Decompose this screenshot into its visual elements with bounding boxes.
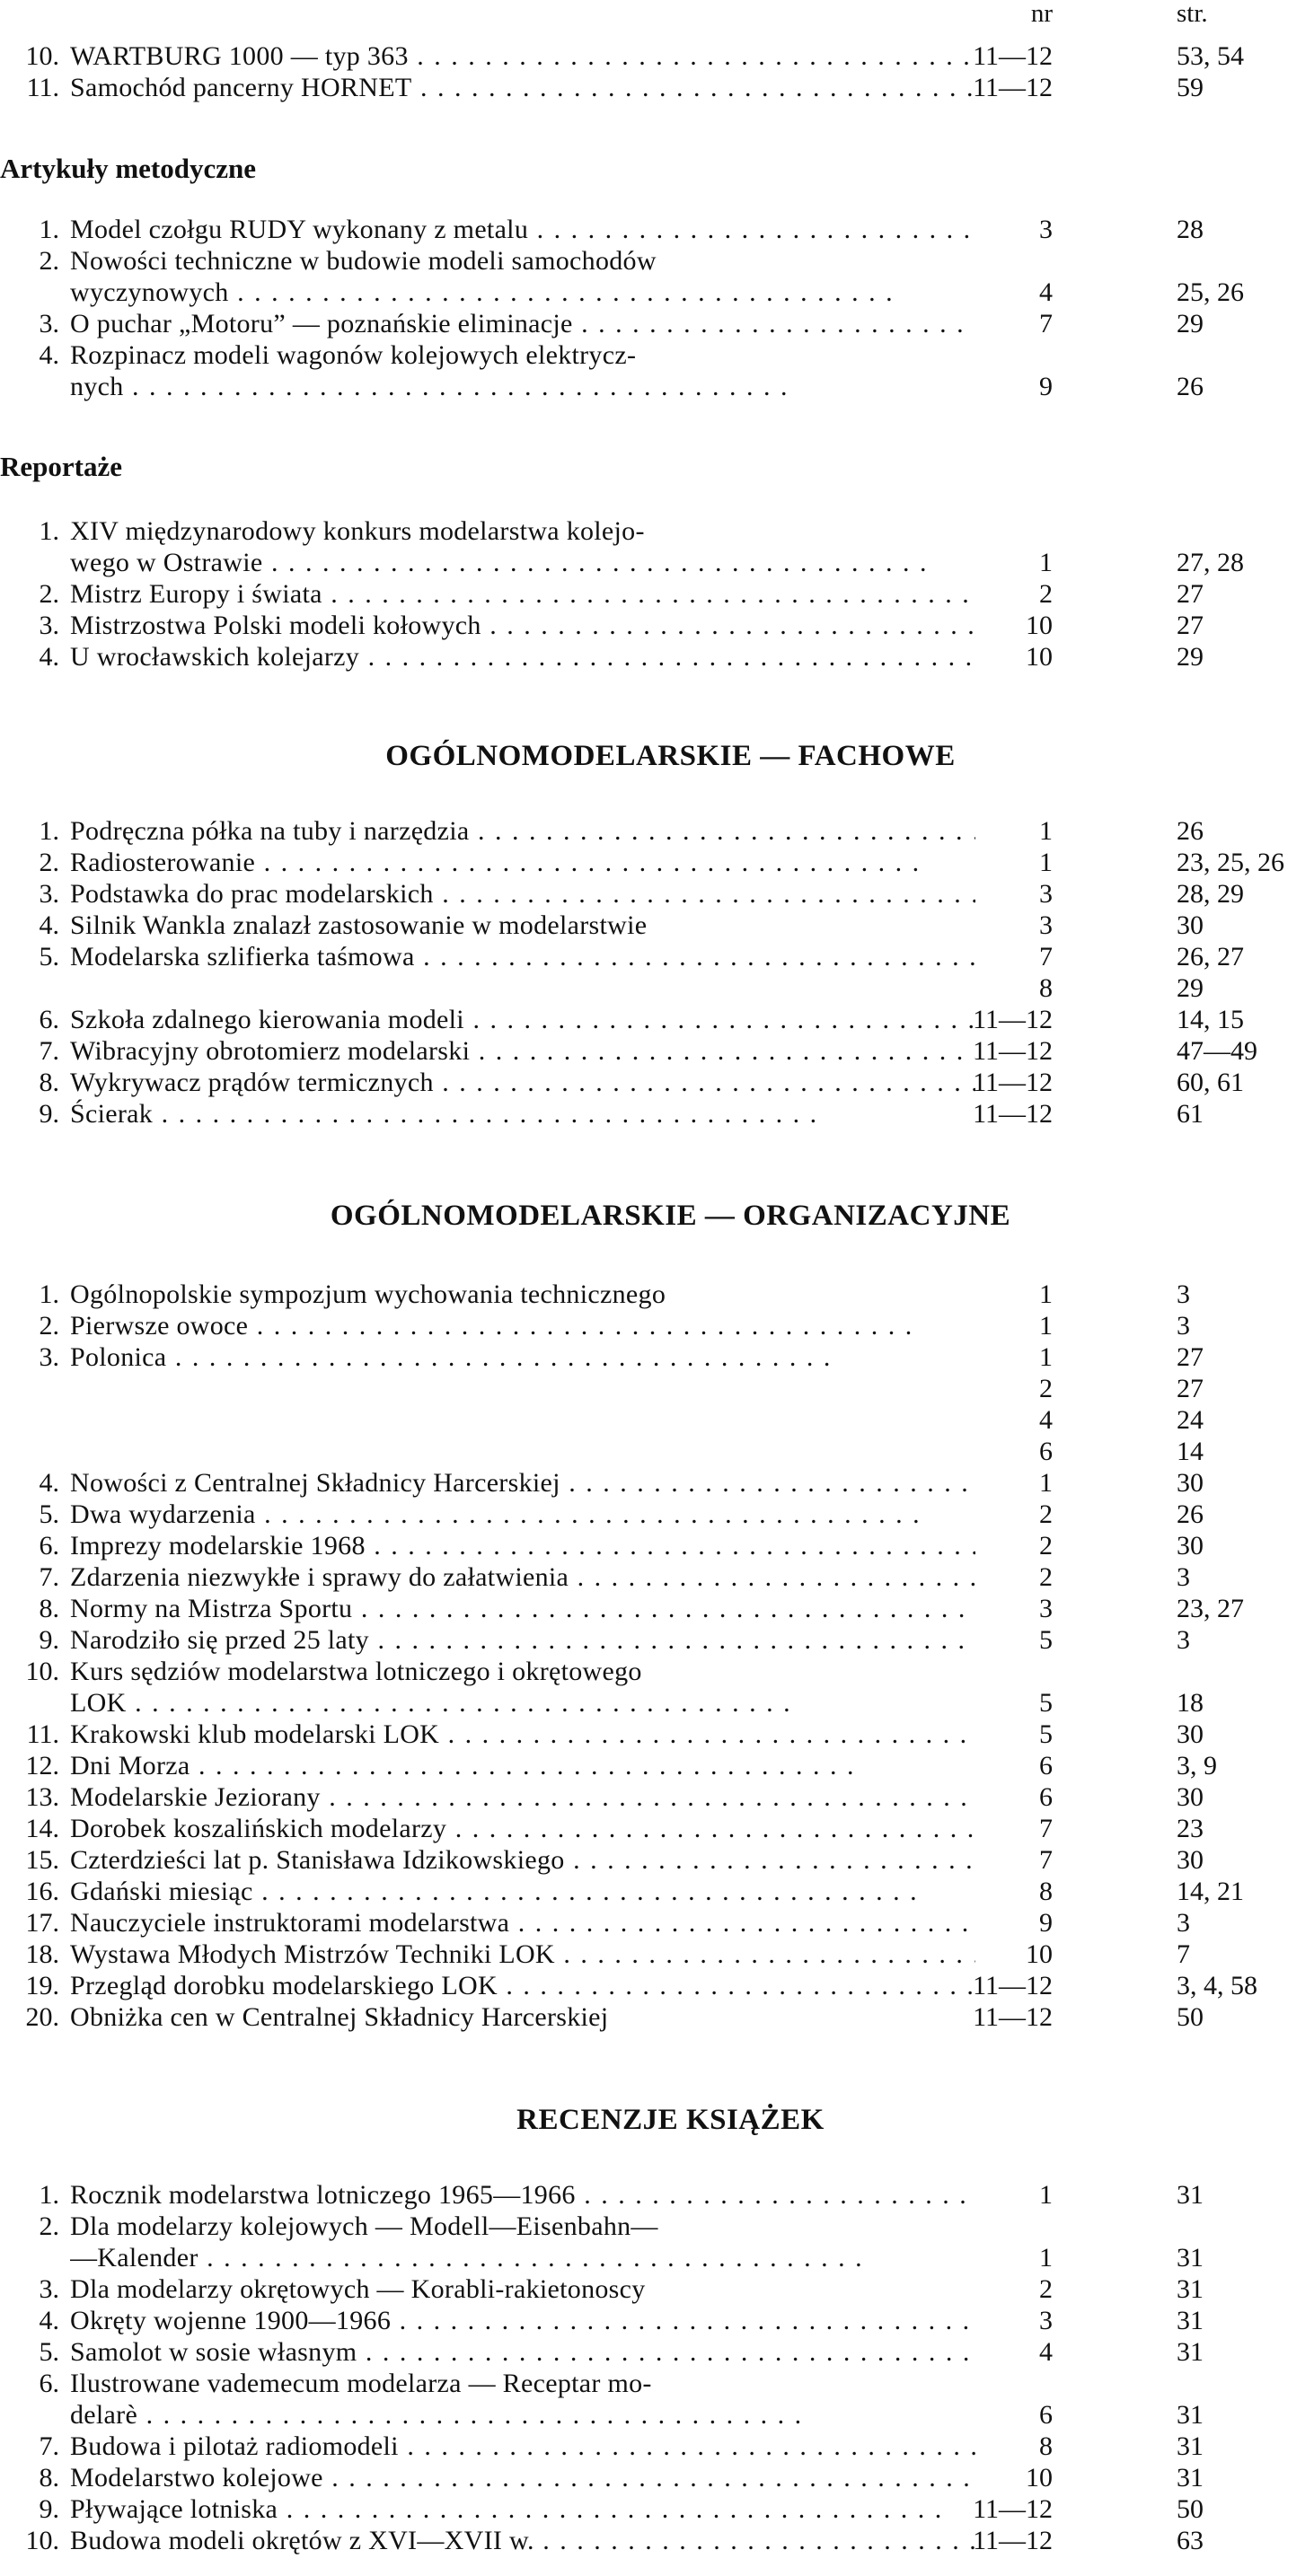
entry-title: Wystawa Młodych Mistrzów Techniki LOK . . <box>70 1939 975 1970</box>
entry-title: Samolot w sosie własnym . . <box>70 2336 975 2368</box>
entry-page: 27 <box>1177 611 1204 640</box>
entry-page: 26 <box>1177 372 1204 401</box>
entry-page: 31 <box>1177 2400 1204 2430</box>
index-entry <box>0 2242 1314 2273</box>
entry-title: Normy na Mistrza Sportu . . <box>70 1593 975 1624</box>
entry-title: Dla modelarzy kolejowych — Modell—Eisenbahn— <box>70 2211 658 2241</box>
entry-number: 1. <box>39 816 59 846</box>
entry-issue-number: 3 <box>1039 879 1053 909</box>
entry-issue-number: 3 <box>1039 2306 1053 2335</box>
entry-page: 3 <box>1177 1908 1190 1938</box>
entry-issue-number: 1 <box>1039 1468 1053 1498</box>
entry-issue-number: 3 <box>1039 215 1053 244</box>
entry-title: Pierwsze owoce . . <box>70 1310 975 1341</box>
entry-title: Modelarska szlifierka taśmowa . . <box>70 941 975 972</box>
entry-number: 17. <box>25 1908 59 1938</box>
index-entry <box>0 214 1314 245</box>
entry-number: 4. <box>39 1468 59 1498</box>
index-entry <box>0 2525 1314 2556</box>
entry-number: 5. <box>39 1499 59 1529</box>
nr-column-label: nr <box>1030 0 1053 28</box>
entry-issue-number: 11—12 <box>973 1971 1053 2000</box>
entry-page: 23, 25, 26 <box>1177 848 1284 877</box>
entry-title: Imprezy modelarskie 1968 . . <box>70 1530 975 1561</box>
entry-title: Dorobek koszalińskich modelarzy . . <box>70 1813 975 1844</box>
entry-page: 26 <box>1177 1499 1204 1529</box>
entry-issue-number: 6 <box>1039 1782 1053 1812</box>
entry-issue-number: 4 <box>1039 1405 1053 1435</box>
entry-issue-number: 8 <box>1039 1877 1053 1906</box>
index-entry <box>0 2305 1314 2336</box>
entry-page: 3, 4, 58 <box>1177 1971 1257 2000</box>
entry-title: Nowości z Centralnej Składnicy Harcerskiej . . <box>70 1467 975 1499</box>
entry-number: 4. <box>39 910 59 940</box>
entry-issue-number: 10 <box>1026 1939 1053 1969</box>
entry-title: Czterdzieści lat p. Stanisława Idzikowskiego . . <box>70 1844 975 1876</box>
index-entry <box>0 2462 1314 2493</box>
index-entry <box>0 1067 1314 1098</box>
entry-issue-number: 9 <box>1039 1908 1053 1938</box>
entry-issue-number: 2 <box>1039 1374 1053 1403</box>
entry-number: 11. <box>26 1719 59 1749</box>
entry-title: Polonica . . <box>70 1341 975 1373</box>
entry-issue-number: 1 <box>1039 2180 1053 2210</box>
index-entry <box>0 72 1314 103</box>
index-entry <box>0 2431 1314 2462</box>
entry-number: 3. <box>39 309 59 338</box>
entry-title: Budowa modeli okrętów z XVI—XVII w. . . <box>70 2525 975 2556</box>
index-entry <box>0 1876 1314 1907</box>
entry-title: Mistrzostwa Polski modeli kołowych . . <box>70 610 975 641</box>
entry-title: WARTBURG 1000 — typ 363 . . <box>70 40 975 72</box>
index-entry <box>0 610 1314 641</box>
entry-title: LOK . . <box>70 1687 975 1719</box>
entry-number: 4. <box>39 2306 59 2335</box>
entry-issue-number: 7 <box>1039 942 1053 971</box>
entry-number: 4. <box>39 340 59 370</box>
entry-number: 12. <box>25 1751 59 1780</box>
entry-title: Pływające lotniska . . <box>70 2493 975 2525</box>
index-entry <box>0 2273 1314 2305</box>
entry-title: Obniżka cen w Centralnej Składnicy Harcerskiej <box>70 2002 609 2032</box>
entry-page: 28, 29 <box>1177 879 1244 909</box>
index-entry <box>0 1687 1314 1719</box>
index-entry <box>0 2211 1314 2242</box>
entry-issue-number: 11—12 <box>973 1005 1053 1034</box>
entry-number: 19. <box>25 1971 59 2000</box>
entry-title: Rocznik modelarstwa lotniczego 1965—1966 . . <box>70 2179 975 2211</box>
entry-number: 3. <box>39 1342 59 1372</box>
index-entry <box>0 2399 1314 2431</box>
index-entry <box>0 847 1314 878</box>
entry-page: 29 <box>1177 973 1204 1003</box>
index-entry <box>0 1813 1314 1844</box>
entry-issue-number: 11—12 <box>973 1068 1053 1097</box>
entry-number: 10. <box>25 1657 59 1686</box>
entry-page: 27 <box>1177 1374 1204 1403</box>
entry-number: 13. <box>25 1782 59 1812</box>
entry-issue-number: 9 <box>1039 372 1053 401</box>
index-entry <box>0 339 1314 371</box>
entry-issue-number: 4 <box>1039 2337 1053 2367</box>
entry-issue-number: 8 <box>1039 973 1053 1003</box>
entry-page: 26 <box>1177 816 1204 846</box>
entry-title: Krakowski klub modelarski LOK . . <box>70 1719 975 1750</box>
entry-page: 30 <box>1177 1468 1204 1498</box>
index-entry <box>0 515 1314 547</box>
heading-ogolnomodelarskie-fachowe: OGÓLNOMODELARSKIE — FACHOWE <box>385 740 956 772</box>
entry-page: 3 <box>1177 1625 1190 1655</box>
heading-recenzje-ksiazek: RECENZJE KSIĄŻEK <box>516 2104 825 2136</box>
entry-page: 3 <box>1177 1279 1190 1309</box>
entry-title: Ścierak . . <box>70 1098 975 1130</box>
entry-issue-number: 2 <box>1039 2274 1053 2304</box>
index-entry <box>0 641 1314 673</box>
entry-number: 6. <box>39 1005 59 1034</box>
entry-page: 27 <box>1177 1342 1204 1372</box>
entry-number: 10. <box>25 41 59 71</box>
entry-page: 30 <box>1177 1782 1204 1812</box>
index-entry <box>0 245 1314 277</box>
entry-issue-number: 5 <box>1039 1625 1053 1655</box>
entry-number: 3. <box>39 611 59 640</box>
entry-issue-number: 11—12 <box>973 41 1053 71</box>
entry-page: 29 <box>1177 642 1204 672</box>
entry-page: 26, 27 <box>1177 942 1244 971</box>
entry-title: Kurs sędziów modelarstwa lotniczego i okrętowego <box>70 1657 642 1686</box>
entry-issue-number: 1 <box>1039 816 1053 846</box>
entry-title: Okręty wojenne 1900—1966 . . <box>70 2305 975 2336</box>
entry-page: 14, 15 <box>1177 1005 1244 1034</box>
entry-issue-number: 1 <box>1039 2243 1053 2273</box>
entry-number: 11. <box>26 73 59 102</box>
entry-number: 8. <box>39 1068 59 1097</box>
index-entry <box>0 2493 1314 2525</box>
entry-title: Szkoła zdalnego kierowania modeli . . <box>70 1004 975 1035</box>
index-entry <box>0 1098 1314 1130</box>
entry-issue-number: 7 <box>1039 1814 1053 1843</box>
entry-title: XIV międzynarodowy konkurs modelarstwa kolejo- <box>70 516 645 546</box>
index-entry <box>0 1939 1314 1970</box>
entry-number: 3. <box>39 2274 59 2304</box>
entry-page: 23, 27 <box>1177 1594 1244 1623</box>
entry-page: 27, 28 <box>1177 548 1244 577</box>
entry-issue-number: 1 <box>1039 1342 1053 1372</box>
entry-number: 2. <box>39 246 59 276</box>
index-entry <box>0 1467 1314 1499</box>
entry-number: 8. <box>39 2463 59 2492</box>
entry-issue-number: 10 <box>1026 2463 1053 2492</box>
entry-number: 18. <box>25 1939 59 1969</box>
entry-page: 30 <box>1177 1719 1204 1749</box>
index-entry <box>0 1341 1314 1373</box>
entry-issue-number: 1 <box>1039 1311 1053 1341</box>
entry-title: Dwa wydarzenia . . <box>70 1499 975 1530</box>
entry-issue-number: 10 <box>1026 642 1053 672</box>
entry-issue-number: 4 <box>1039 277 1053 307</box>
index-entry <box>0 40 1314 72</box>
entry-title: Wykrywacz prądów termicznych . . <box>70 1067 975 1098</box>
entry-title: nych . . <box>70 371 975 402</box>
entry-issue-number: 1 <box>1039 1279 1053 1309</box>
entry-issue-number: 1 <box>1039 548 1053 577</box>
index-entry <box>0 371 1314 402</box>
entry-issue-number: 7 <box>1039 1845 1053 1875</box>
index-entry <box>0 1656 1314 1687</box>
entry-page: 53, 54 <box>1177 41 1244 71</box>
entry-number: 20. <box>25 2002 59 2032</box>
entry-title: Przegląd dorobku modelarskiego LOK . . <box>70 1970 975 2001</box>
entry-issue-number: 11—12 <box>973 1036 1053 1066</box>
entry-number: 16. <box>25 1877 59 1906</box>
entry-issue-number: 3 <box>1039 910 1053 940</box>
entry-issue-number: 11—12 <box>973 2494 1053 2524</box>
entry-title: Dni Morza . . <box>70 1750 975 1781</box>
entry-issue-number: 11—12 <box>973 1099 1053 1129</box>
entry-page: 50 <box>1177 2494 1204 2524</box>
entry-number: 2. <box>39 2211 59 2241</box>
entry-page: 28 <box>1177 215 1204 244</box>
entry-number: 9. <box>39 1099 59 1129</box>
entry-title: wego w Ostrawie . . <box>70 547 975 578</box>
entry-issue-number: 10 <box>1026 611 1053 640</box>
entry-issue-number: 1 <box>1039 848 1053 877</box>
entry-title: delarè . . <box>70 2399 975 2431</box>
entry-issue-number: 2 <box>1039 1499 1053 1529</box>
index-entry <box>0 2001 1314 2033</box>
entry-issue-number: 3 <box>1039 1594 1053 1623</box>
entry-number: 6. <box>39 1531 59 1561</box>
entry-number: 2. <box>39 1311 59 1341</box>
entry-number: 8. <box>39 1594 59 1623</box>
entry-number: 9. <box>39 2494 59 2524</box>
entry-title: Rozpinacz modeli wagonów kolejowych elektrycz- <box>70 340 637 370</box>
index-entry <box>0 277 1314 308</box>
entry-number: 14. <box>25 1814 59 1843</box>
entry-issue-number: 11—12 <box>973 2002 1053 2032</box>
heading-ogolnomodelarskie-organizacyjne: OGÓLNOMODELARSKIE — ORGANIZACYJNE <box>330 1200 1011 1232</box>
entry-number: 7. <box>39 1036 59 1066</box>
index-entry <box>0 1499 1314 1530</box>
entry-number: 4. <box>39 642 59 672</box>
entry-page: 30 <box>1177 1845 1204 1875</box>
index-entry <box>0 815 1314 847</box>
entry-title: Modelarstwo kolejowe . . <box>70 2462 975 2493</box>
index-entry <box>0 308 1314 339</box>
entry-issue-number: 5 <box>1039 1719 1053 1749</box>
entry-title: Zdarzenia niezwykłe i sprawy do załatwienia . . <box>70 1561 975 1593</box>
entry-number: 9. <box>39 1625 59 1655</box>
entry-title: Gdański miesiąc . . <box>70 1876 975 1907</box>
entry-issue-number: 2 <box>1039 1531 1053 1561</box>
entry-title: Silnik Wankla znalazł zastosowanie w modelarstwie <box>70 910 648 940</box>
entry-page: 25, 26 <box>1177 277 1244 307</box>
index-entry <box>0 1593 1314 1624</box>
index-entry <box>0 910 1314 941</box>
entry-title: Ogólnopolskie sympozjum wychowania technicznego <box>70 1279 666 1309</box>
entry-page: 30 <box>1177 1531 1204 1561</box>
entry-number: 2. <box>39 848 59 877</box>
entry-page: 31 <box>1177 2463 1204 2492</box>
entry-page: 59 <box>1177 73 1204 102</box>
entry-page: 60, 61 <box>1177 1068 1244 1097</box>
entry-title: Narodziło się przed 25 laty . . <box>70 1624 975 1656</box>
index-entry <box>0 2368 1314 2399</box>
entry-page: 23 <box>1177 1814 1204 1843</box>
index-entry <box>0 1781 1314 1813</box>
entry-page: 31 <box>1177 2306 1204 2335</box>
entry-title: Ilustrowane vademecum modelarza — Receptar mo- <box>70 2369 652 2398</box>
entry-page: 27 <box>1177 579 1204 609</box>
entry-page: 31 <box>1177 2180 1204 2210</box>
entry-page: 47—49 <box>1177 1036 1257 1066</box>
index-entry <box>0 1844 1314 1876</box>
index-entry <box>0 578 1314 610</box>
index-entry <box>0 1436 1314 1467</box>
index-entry <box>0 1404 1314 1436</box>
index-entry <box>0 1907 1314 1939</box>
index-entry <box>0 1750 1314 1781</box>
entry-page: 29 <box>1177 309 1204 338</box>
index-entry <box>0 1310 1314 1341</box>
entry-title: Nowości techniczne w budowie modeli samochodów <box>70 246 657 276</box>
subheading-artykuly-metodyczne: Artykuły metodyczne <box>0 153 256 184</box>
entry-number: 2. <box>39 579 59 609</box>
entry-page: 3 <box>1177 1562 1190 1592</box>
index-entry <box>0 1373 1314 1404</box>
entry-number: 1. <box>39 1279 59 1309</box>
index-entry <box>0 1279 1314 1310</box>
entry-title: Wibracyjny obrotomierz modelarski . . <box>70 1035 975 1067</box>
index-entry <box>0 941 1314 972</box>
str-column-label: str. <box>1177 0 1208 28</box>
entry-issue-number: 11—12 <box>973 2526 1053 2555</box>
entry-title: Dla modelarzy okrętowych — Korabli-rakietonoscy <box>70 2274 646 2304</box>
index-entry <box>0 1970 1314 2001</box>
entry-issue-number: 6 <box>1039 1437 1053 1466</box>
entry-number: 3. <box>39 879 59 909</box>
entry-page: 3, 9 <box>1177 1751 1217 1780</box>
entry-page: 18 <box>1177 1688 1204 1718</box>
entry-number: 15. <box>25 1845 59 1875</box>
entry-issue-number: 8 <box>1039 2431 1053 2461</box>
entry-number: 5. <box>39 2337 59 2367</box>
index-entry <box>0 1719 1314 1750</box>
entry-title: Podręczna półka na tuby i narzędzia . . <box>70 815 975 847</box>
entry-page: 7 <box>1177 1939 1190 1969</box>
entry-page: 14 <box>1177 1437 1204 1466</box>
entry-number: 1. <box>39 215 59 244</box>
index-entry <box>0 972 1314 1004</box>
entry-number: 7. <box>39 1562 59 1592</box>
index-entry <box>0 547 1314 578</box>
entry-page: 30 <box>1177 910 1204 940</box>
entry-number: 7. <box>39 2431 59 2461</box>
entry-title: Samochód pancerny HORNET . . <box>70 72 975 103</box>
entry-title: Nauczyciele instruktorami modelarstwa . . <box>70 1907 975 1939</box>
index-entry <box>0 1624 1314 1656</box>
entry-issue-number: 5 <box>1039 1688 1053 1718</box>
entry-page: 61 <box>1177 1099 1204 1129</box>
entry-number: 5. <box>39 942 59 971</box>
entry-page: 63 <box>1177 2526 1204 2555</box>
index-entry <box>0 1561 1314 1593</box>
entry-page: 31 <box>1177 2337 1204 2367</box>
subheading-reportaze: Reportaże <box>0 451 122 482</box>
entry-issue-number: 2 <box>1039 579 1053 609</box>
entry-title: wyczynowych . . <box>70 277 975 308</box>
entry-page: 50 <box>1177 2002 1204 2032</box>
entry-title: Budowa i pilotaż radiomodeli . . <box>70 2431 975 2462</box>
entry-number: 1. <box>39 2180 59 2210</box>
entry-issue-number: 6 <box>1039 1751 1053 1780</box>
index-entry <box>0 878 1314 910</box>
entry-title: —Kalender . . <box>70 2242 975 2273</box>
entry-title: Radiosterowanie . . <box>70 847 975 878</box>
entry-page: 3 <box>1177 1311 1190 1341</box>
entry-title: U wrocławskich kolejarzy . . <box>70 641 975 673</box>
index-entry <box>0 2336 1314 2368</box>
entry-number: 10. <box>25 2526 59 2555</box>
entry-issue-number: 7 <box>1039 309 1053 338</box>
index-entry <box>0 1035 1314 1067</box>
entry-title: Model czołgu RUDY wykonany z metalu . . <box>70 214 975 245</box>
entry-page: 14, 21 <box>1177 1877 1244 1906</box>
entry-page: 31 <box>1177 2274 1204 2304</box>
index-entry <box>0 1530 1314 1561</box>
entry-page: 31 <box>1177 2431 1204 2461</box>
entry-page: 24 <box>1177 1405 1204 1435</box>
entry-issue-number: 2 <box>1039 1562 1053 1592</box>
entry-title: Modelarskie Jeziorany . . <box>70 1781 975 1813</box>
index-entry <box>0 1004 1314 1035</box>
entry-title: Mistrz Europy i świata . . <box>70 578 975 610</box>
index-entry <box>0 2179 1314 2211</box>
entry-issue-number: 6 <box>1039 2400 1053 2430</box>
entry-issue-number: 11—12 <box>973 73 1053 102</box>
entry-number: 6. <box>39 2369 59 2398</box>
entry-page: 31 <box>1177 2243 1204 2273</box>
entry-title: Podstawka do prac modelarskich . . <box>70 878 975 910</box>
entry-title: O puchar „Motoru” — poznańskie eliminacje . . <box>70 308 975 339</box>
entry-number: 1. <box>39 516 59 546</box>
